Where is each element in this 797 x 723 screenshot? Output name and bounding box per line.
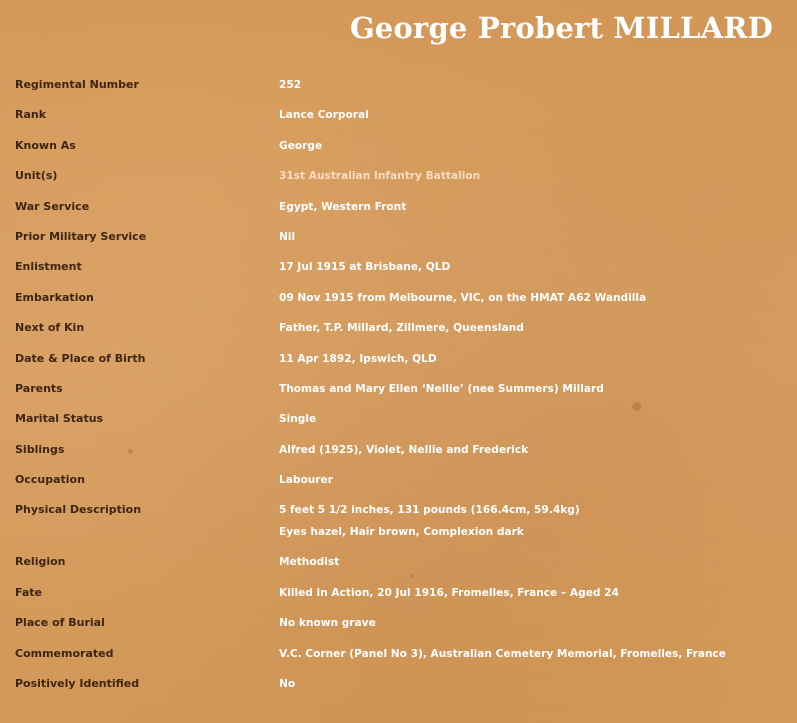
record-label: Parents xyxy=(15,381,63,395)
record-value-multiline xyxy=(279,499,785,543)
record-value: Alfred (1925), Violet, Nellie and Frederick xyxy=(279,443,529,456)
record-row-commemorated xyxy=(15,643,785,673)
service-record-table xyxy=(15,74,785,703)
record-row-physical-description xyxy=(15,499,785,551)
record-value: 09 Nov 1915 from Melbourne, VIC, on the HMAT A62 Wandilla xyxy=(279,291,647,304)
record-label: Commemorated xyxy=(15,646,114,660)
record-row-regimental-number xyxy=(15,74,785,104)
page-title: George Probert MILLARD xyxy=(349,11,773,45)
record-value: No xyxy=(279,678,296,691)
record-label: Prior Military Service xyxy=(15,229,147,243)
record-row-fate xyxy=(15,582,785,612)
physical-description-line-1: 5 feet 5 1/2 inches, 131 pounds (166.4cm, 59.4kg) xyxy=(279,504,580,517)
record-value: V.C. Corner (Panel No 3), Australian Cemetery Memorial, Fromelles, France xyxy=(279,647,726,660)
record-label: Marital Status xyxy=(15,412,104,426)
record-label: Next of Kin xyxy=(15,321,85,335)
record-row-embarkation xyxy=(15,287,785,317)
paper-texture-speck xyxy=(128,449,133,454)
record-value: Thomas and Mary Ellen ‘Nellie’ (nee Summers) Millard xyxy=(279,382,604,395)
record-value: No known grave xyxy=(279,617,376,630)
record-value: 11 Apr 1892, Ipswich, QLD xyxy=(279,352,437,365)
record-row-rank xyxy=(15,104,785,134)
record-label: Rank xyxy=(15,108,47,122)
record-row-enlistment xyxy=(15,256,785,286)
record-row-occupation xyxy=(15,469,785,499)
record-value: 17 Jul 1915 at Brisbane, QLD xyxy=(279,261,451,274)
record-value: Methodist xyxy=(279,556,340,569)
record-value: Killed in Action, 20 Jul 1916, Fromelles, France – Aged 24 xyxy=(279,586,619,599)
record-row-war-service xyxy=(15,196,785,226)
record-label: Place of Burial xyxy=(15,616,105,630)
record-value: George xyxy=(279,139,323,152)
physical-description-line-2: Eyes hazel, Hair brown, Complexion dark xyxy=(279,526,524,539)
record-value: Lance Corporal xyxy=(279,109,369,122)
record-label: Enlistment xyxy=(15,260,82,274)
record-row-units xyxy=(15,165,785,195)
record-row-marital-status xyxy=(15,408,785,438)
record-value: Egypt, Western Front xyxy=(279,200,407,213)
record-value: 252 xyxy=(279,79,302,91)
record-row-next-of-kin xyxy=(15,317,785,347)
record-label: Date & Place of Birth xyxy=(15,351,146,365)
record-label: Fate xyxy=(15,585,43,599)
paper-texture-speck xyxy=(410,574,414,578)
record-label: Known As xyxy=(15,138,76,152)
record-value: Labourer xyxy=(279,474,333,487)
record-label: Occupation xyxy=(15,473,85,487)
record-row-religion xyxy=(15,551,785,581)
record-label: Embarkation xyxy=(15,290,94,304)
unit-link[interactable]: 31st Australian Infantry Battalion xyxy=(279,170,481,183)
record-value: Father, T.P. Millard, Zillmere, Queensland xyxy=(279,322,524,335)
record-label: Unit(s) xyxy=(15,169,58,183)
record-label: Siblings xyxy=(15,442,65,456)
record-label: War Service xyxy=(15,199,90,213)
record-row-known-as xyxy=(15,135,785,165)
record-label: Regimental Number xyxy=(15,78,139,91)
record-label: Physical Description xyxy=(15,503,142,517)
record-label: Positively Identified xyxy=(15,677,140,691)
record-row-place-of-burial xyxy=(15,612,785,642)
record-value: Nil xyxy=(279,230,296,243)
record-label: Religion xyxy=(15,555,66,569)
record-row-date-place-of-birth xyxy=(15,348,785,378)
record-value: Single xyxy=(279,413,317,426)
paper-texture-speck xyxy=(632,402,641,411)
record-row-prior-military-service xyxy=(15,226,785,256)
record-row-parents xyxy=(15,378,785,408)
record-row-positively-identified xyxy=(15,673,785,703)
